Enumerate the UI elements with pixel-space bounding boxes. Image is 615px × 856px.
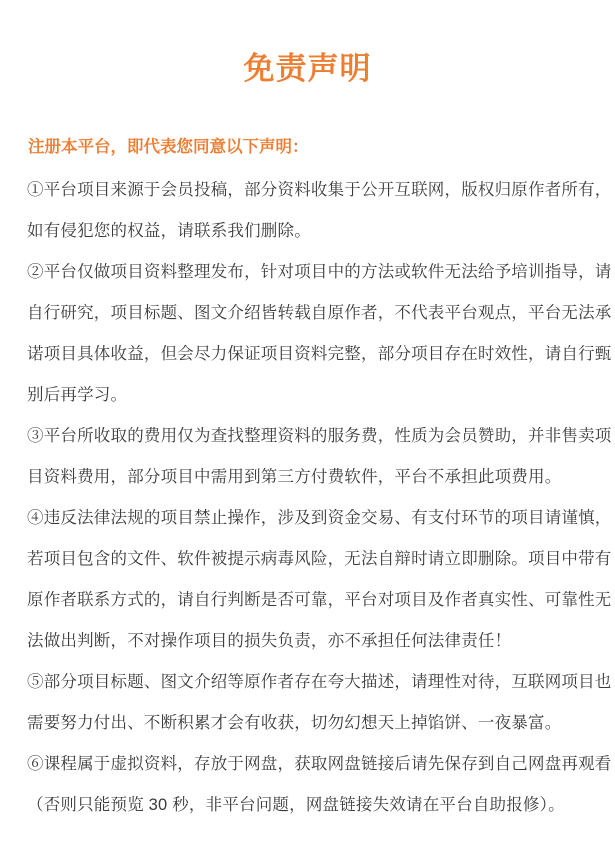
disclaimer-line: 别后再学习。 bbox=[27, 386, 128, 404]
disclaimer-paragraph-2 bbox=[27, 252, 612, 416]
disclaimer-line: ②平台仅做项目资料整理发布，针对项目中的方法或软件无法给予培训指导，请 bbox=[27, 263, 612, 281]
disclaimer-line: 若项目包含的文件、软件被提示病毒风险，无法自辩时请立即删除。项目中带有 bbox=[27, 550, 612, 568]
disclaimer-line: 如有侵犯您的权益，请联系我们删除。 bbox=[27, 222, 311, 240]
disclaimer-line: （否则只能预览 30 秒，非平台问题，网盘链接失效请在平台自助报修）。 bbox=[27, 796, 565, 814]
disclaimer-line: ①平台项目来源于会员投稿，部分资料收集于公开互联网，版权归原作者所有， bbox=[27, 181, 612, 199]
disclaimer-paragraph-6 bbox=[27, 744, 612, 826]
page-title: 免责声明 bbox=[243, 51, 372, 86]
disclaimer-line: 需要努力付出、不断积累才会有收获，切勿幻想天上掉馅饼、一夜暴富。 bbox=[27, 714, 562, 732]
disclaimer-paragraph-1 bbox=[27, 170, 612, 252]
disclaimer-line: 目资料费用，部分项目中需用到第三方付费软件，平台不承担此项费用。 bbox=[27, 468, 562, 486]
disclaimer-paragraph-3 bbox=[27, 416, 612, 498]
intro-statement: 注册本平台，即代表您同意以下声明： bbox=[28, 138, 309, 156]
disclaimer-line: 原作者联系方式的，请自行判断是否可靠，平台对项目及作者真实性、可靠性无 bbox=[27, 591, 612, 609]
disclaimer-paragraph-4 bbox=[27, 498, 612, 662]
disclaimer-line: ⑤部分项目标题、图文介绍等原作者存在夸大描述，请理性对待，互联网项目也 bbox=[27, 673, 612, 691]
disclaimer-line: ⑥课程属于虚拟资料，存放于网盘，获取网盘链接后请先保存到自己网盘再观看 bbox=[27, 755, 612, 773]
disclaimer-line: ③平台所收取的费用仅为查找整理资料的服务费，性质为会员赞助，并非售卖项 bbox=[27, 427, 612, 445]
disclaimer-line: 自行研究，项目标题、图文介绍皆转载自原作者，不代表平台观点，平台无法承 bbox=[27, 304, 612, 322]
disclaimer-line: ④违反法律法规的项目禁止操作，涉及到资金交易、有支付环节的项目请谨慎， bbox=[27, 509, 612, 527]
disclaimer-line: 法做出判断，不对操作项目的损失负责，亦不承担任何法律责任！ bbox=[27, 632, 512, 650]
disclaimer-line: 诺项目具体收益，但会尽力保证项目资料完整，部分项目存在时效性，请自行甄 bbox=[27, 345, 612, 363]
disclaimer-body bbox=[27, 170, 612, 826]
disclaimer-paragraph-5 bbox=[27, 662, 612, 744]
